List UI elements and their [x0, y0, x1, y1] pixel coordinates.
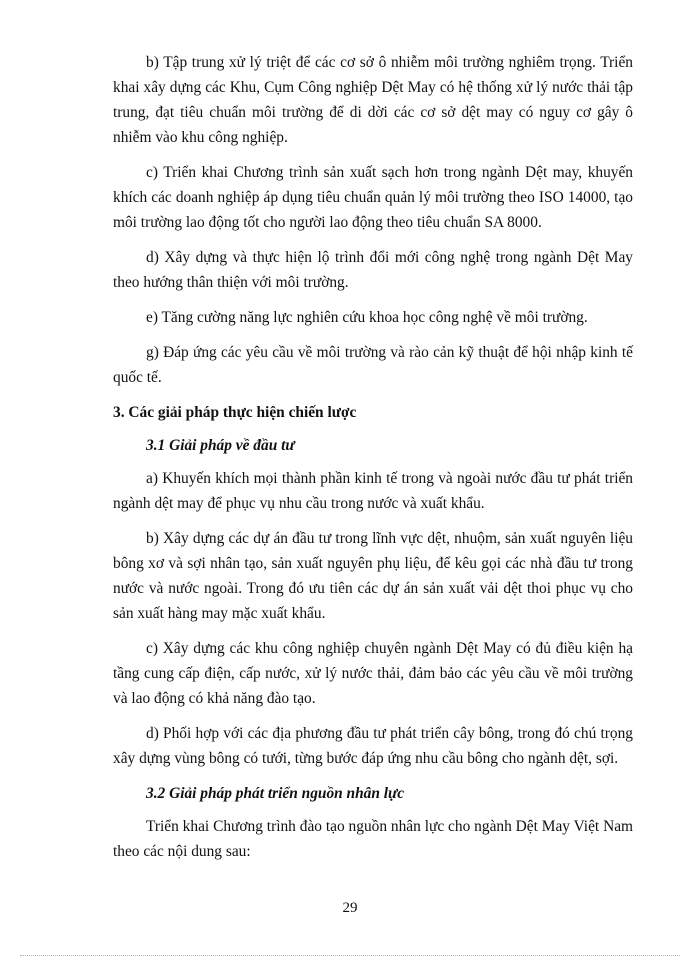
page-body	[113, 50, 633, 874]
page-number: 29	[342, 900, 358, 916]
paragraph-a-investment: a) Khuyến khích mọi thành phần kinh tế trong và ngoài nước đầu tư phát triển ngành dệt may để phục vụ nhu cầu trong nước và xuất khẩu.	[113, 470, 633, 512]
paragraph-c-clean-production: c) Triển khai Chương trình sản xuất sạch hơn trong ngành Dệt may, khuyến khích các doanh nghiệp áp dụng tiêu chuẩn quản lý môi trường theo ISO 14000, tạo môi trường lao động tốt cho người lao động theo tiêu chuẩn SA 8000.	[113, 164, 633, 231]
paragraph-b-projects: b) Xây dựng các dự án đầu tư trong lĩnh vực dệt, nhuộm, sản xuất nguyên liệu bông xơ và sợi nhân tạo, sản xuất nguyên phụ liệu, để kêu gọi các nhà đầu tư trong nước và nước ngoài. Trong đó ưu tiên các dự án sản xuất vải dệt thoi phục vụ cho sản xuất hàng may mặc xuất khẩu.	[113, 530, 633, 622]
paragraph-d-technology: d) Xây dựng và thực hiện lộ trình đổi mới công nghệ trong ngành Dệt May theo hướng thân thiện với môi trường.	[113, 249, 633, 291]
paragraph-training: Triển khai Chương trình đào tạo nguồn nhân lực cho ngành Dệt May Việt Nam theo các nội dung sau:	[113, 818, 633, 860]
paragraph-d-cotton: d) Phối hợp với các địa phương đầu tư phát triển cây bông, trong đó chú trọng xây dựng vùng bông có tưới, từng bước đáp ứng nhu cầu bông cho ngành dệt, sợi.	[113, 725, 633, 767]
paragraph-e-research: e) Tăng cường năng lực nghiên cứu khoa học công nghệ về môi trường.	[146, 309, 588, 326]
page-bottom-divider	[20, 955, 680, 956]
section-heading-3: 3. Các giải pháp thực hiện chiến lược	[113, 404, 357, 421]
paragraph-b-pollution: b) Tập trung xử lý triệt để các cơ sở ô nhiễm môi trường nghiêm trọng. Triển khai xây dựng các Khu, Cụm Công nghiệp Dệt May có hệ thống xử lý nước thải tập trung, đạt tiêu chuẩn môi trường để di dời các cơ sở dệt may có nguy cơ gây ô nhiễm vào khu công nghiệp.	[113, 54, 633, 146]
paragraph-g-integration: g) Đáp ứng các yêu cầu về môi trường và rào cản kỹ thuật để hội nhập kinh tế quốc tế.	[113, 344, 633, 386]
paragraph-c-industrial-zones: c) Xây dựng các khu công nghiệp chuyên ngành Dệt May có đủ điều kiện hạ tầng cung cấp điện, cấp nước, xử lý nước thải, đảm bảo các yêu cầu về môi trường và lao động có khả năng đào tạo.	[113, 640, 633, 707]
subsection-heading-3-1: 3.1 Giải pháp về đầu tư	[146, 437, 295, 454]
subsection-heading-3-2: 3.2 Giải pháp phát triển nguồn nhân lực	[146, 785, 405, 802]
